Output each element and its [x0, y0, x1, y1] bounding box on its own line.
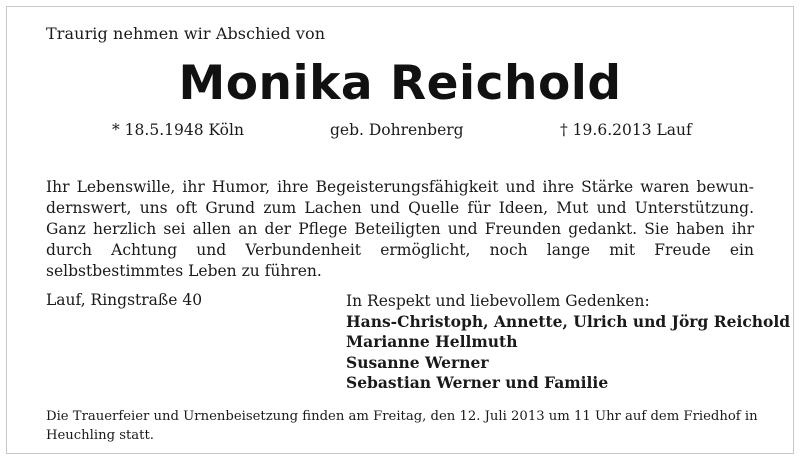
mourners-list — [346, 312, 790, 394]
mourner-name: Susanne Werner — [346, 352, 489, 372]
funeral-info: Die Trauerfeier und Urnenbeisetzung finden am Freitag, den 12. Juli 2013 um 11 Uhr auf dem Friedhof in Heuchling statt. — [46, 409, 758, 443]
mourner-name: Hans-Christoph, Annette, Ulrich und Jörg Reichold — [346, 311, 791, 331]
family-address: Lauf, Ringstraße 40 — [46, 291, 203, 309]
deceased-name: Monika Reichold — [178, 56, 622, 111]
mourners-intro: In Respekt und liebevollem Gedenken: — [346, 292, 650, 310]
mourner-name: Sebastian Werner und Familie — [346, 373, 609, 392]
mourner-name: Marianne Hellmuth — [346, 332, 518, 351]
maiden-name: geb. Dohrenberg — [330, 121, 464, 139]
mourners-block — [346, 291, 790, 394]
death-date: † 19.6.2013 Lauf — [560, 121, 692, 139]
tribute-text: Ihr Lebenswille, ihr Humor, ihre Begeisterungsfähigkeit und ihre Stärke waren bewundernswert, uns oft Grund zum Lachen und Quelle für Ideen, Mut und Unterstützung. Ganz herzlich sei allen an der Pflege Beteiligten und Freunden gedankt. Sie haben ihr durch Achtung und Verbundenheit ermöglicht, noch lange mit Freude ein selbstbestimmtes Leben zu führen. — [46, 178, 754, 280]
birth-date: * 18.5.1948 Köln — [112, 121, 244, 139]
intro-text: Traurig nehmen wir Abschied von — [46, 24, 326, 43]
